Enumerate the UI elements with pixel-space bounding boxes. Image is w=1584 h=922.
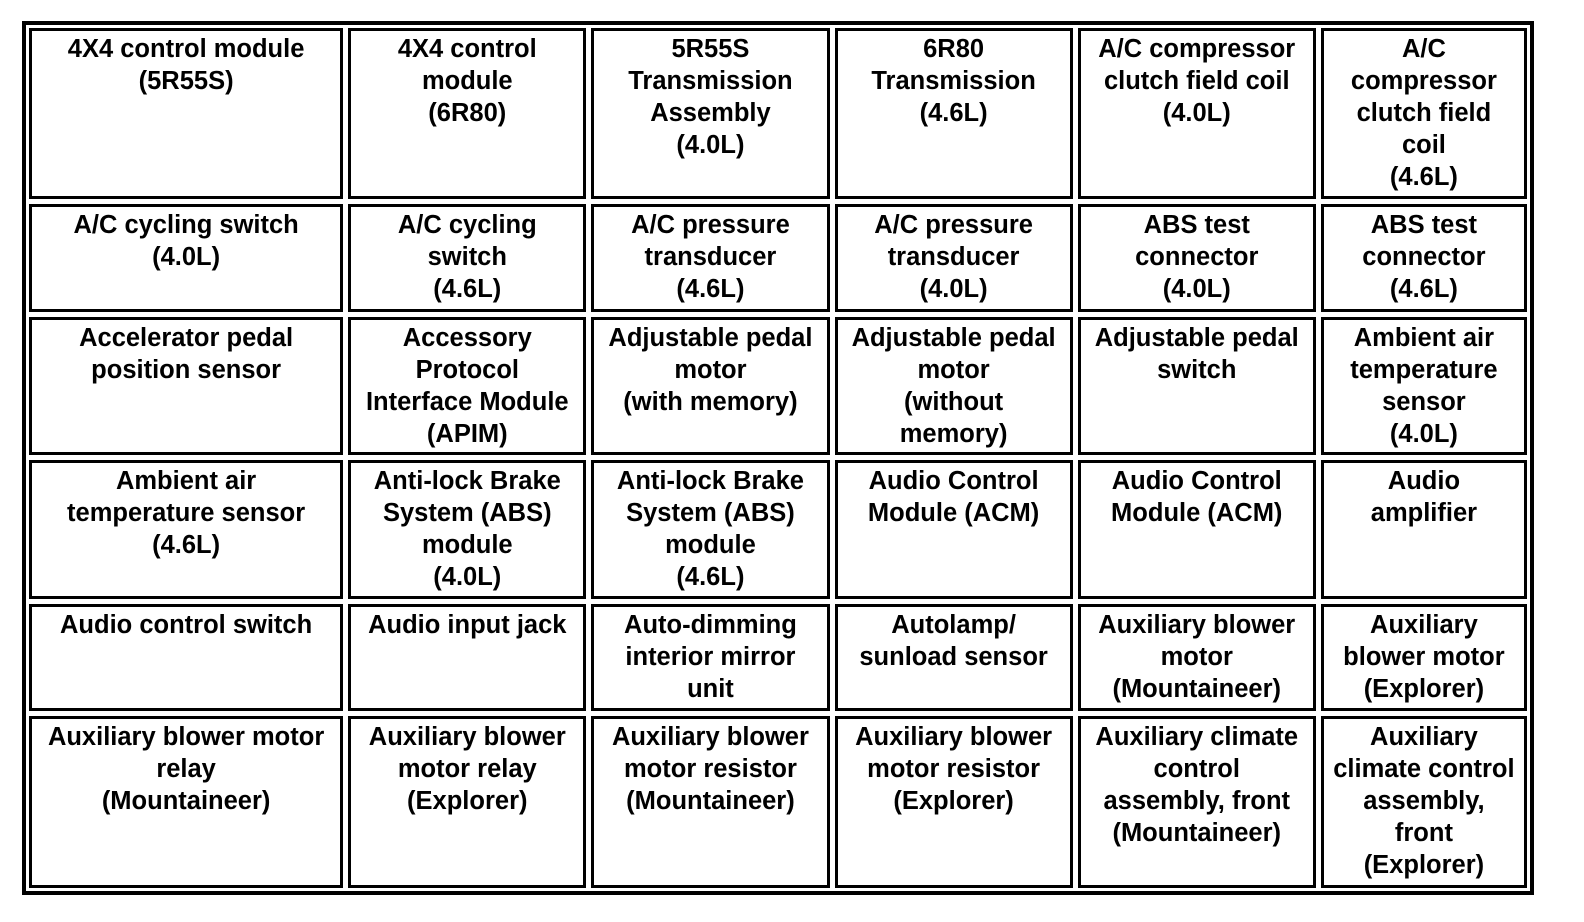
table-cell: Adjustable pedal motor (with memory) <box>591 317 829 456</box>
table-cell: Ambient air temperature sensor (4.6L) <box>29 460 343 599</box>
table-cell: A/C compressor clutch field coil (4.6L) <box>1321 28 1527 199</box>
table-cell: Auxiliary blower motor relay (Explorer) <box>348 716 586 888</box>
table-cell: Anti-lock Brake System (ABS) module (4.0L) <box>348 460 586 599</box>
table-cell: Anti-lock Brake System (ABS) module (4.6L) <box>591 460 829 599</box>
table-cell: Auto-dimming interior mirror unit <box>591 604 829 711</box>
table-cell: Autolamp/ sunload sensor <box>835 604 1073 711</box>
table-cell: Auxiliary blower motor resistor (Explorer) <box>835 716 1073 888</box>
table-cell: Audio Control Module (ACM) <box>835 460 1073 599</box>
table-cell: ABS test connector (4.0L) <box>1078 204 1316 311</box>
table-row <box>29 204 1527 311</box>
table-cell: Adjustable pedal motor (without memory) <box>835 317 1073 456</box>
table-cell: Accelerator pedal position sensor <box>29 317 343 456</box>
table-cell: 4X4 control module (6R80) <box>348 28 586 199</box>
table-cell: 4X4 control module (5R55S) <box>29 28 343 199</box>
table-cell: Accessory Protocol Interface Module (APIM) <box>348 317 586 456</box>
table-cell: Auxiliary blower motor (Explorer) <box>1321 604 1527 711</box>
table-cell: Auxiliary blower motor relay (Mountaineer) <box>29 716 343 888</box>
table-row <box>29 317 1527 456</box>
table-cell: Audio amplifier <box>1321 460 1527 599</box>
table-cell: Adjustable pedal switch <box>1078 317 1316 456</box>
table-cell: ABS test connector (4.6L) <box>1321 204 1527 311</box>
table-cell: A/C pressure transducer (4.6L) <box>591 204 829 311</box>
table-cell: Audio input jack <box>348 604 586 711</box>
table-row <box>29 28 1527 199</box>
table-cell: Auxiliary climate control assembly, front (Mountaineer) <box>1078 716 1316 888</box>
table-row <box>29 716 1527 888</box>
table-cell: 6R80 Transmission (4.6L) <box>835 28 1073 199</box>
component-grid <box>24 23 1532 893</box>
component-index-table <box>22 21 1534 895</box>
table-row <box>29 460 1527 599</box>
table-cell: A/C pressure transducer (4.0L) <box>835 204 1073 311</box>
table-cell: Audio control switch <box>29 604 343 711</box>
table-cell: Auxiliary blower motor (Mountaineer) <box>1078 604 1316 711</box>
table-cell: A/C compressor clutch field coil (4.0L) <box>1078 28 1316 199</box>
table-cell: Audio Control Module (ACM) <box>1078 460 1316 599</box>
table-cell: Ambient air temperature sensor (4.0L) <box>1321 317 1527 456</box>
table-cell: A/C cycling switch (4.6L) <box>348 204 586 311</box>
table-cell: Auxiliary blower motor resistor (Mountaineer) <box>591 716 829 888</box>
table-row <box>29 604 1527 711</box>
table-cell: Auxiliary climate control assembly, front (Explorer) <box>1321 716 1527 888</box>
table-cell: 5R55S Transmission Assembly (4.0L) <box>591 28 829 199</box>
table-cell: A/C cycling switch (4.0L) <box>29 204 343 311</box>
